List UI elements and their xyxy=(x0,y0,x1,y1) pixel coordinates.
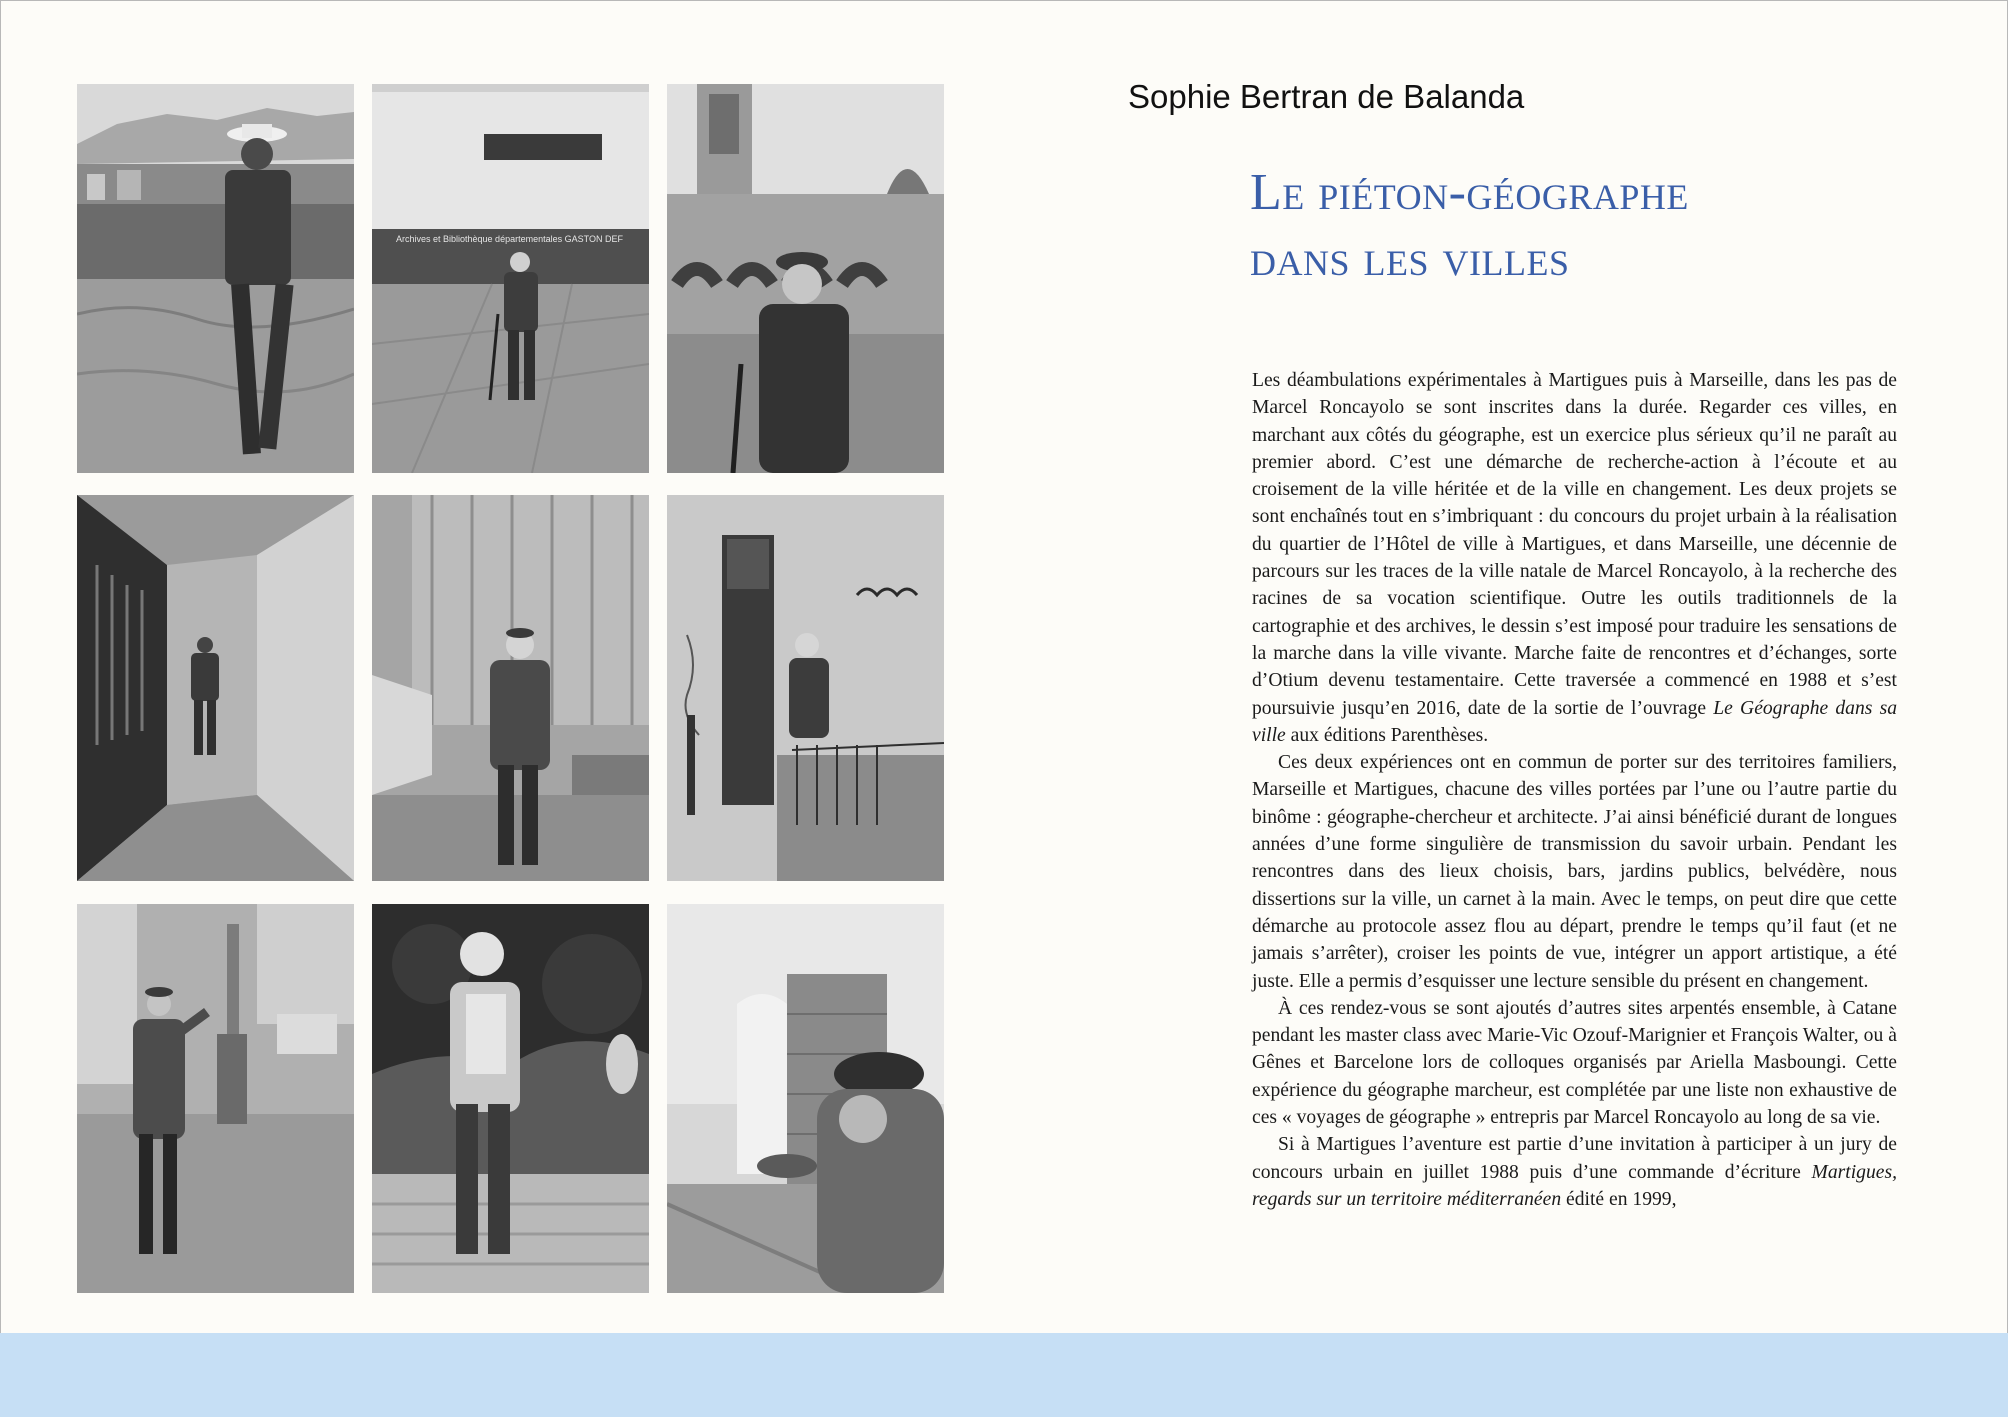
chapter-title-line-1: Le piéton-géographe xyxy=(1250,164,1689,221)
photo-archives-cane xyxy=(372,84,649,473)
chapter-title-line-2: dans les villes xyxy=(1250,230,1570,287)
photo-building-capped xyxy=(667,904,944,1293)
photo-graffiti-door xyxy=(667,495,944,881)
photo-alley xyxy=(77,495,354,881)
body-text xyxy=(1252,367,1897,1213)
paragraph: Les déambulations expérimentales à Martigues puis à Marseille, dans les pas de Marcel Roncayolo se sont inscrites dans la durée. Regarder ces villes, en marchant aux côtés du géographe, est un exercice plus sérieux qu’il ne paraît au premier abord. C’est une démarche de recherche-action à l’écoute et au croisement de la ville héritée et de la ville en changement. Les deux projets se sont enchaînés tout en s’imbriquant : du concours du projet urbain à la réalisation du quartier de l’Hôtel de ville à Martigues, et dans Marseille, une décennie de parcours sur les traces de la ville natale de Marcel Roncayolo, à la recherche des racines de sa vocation scientifique. Outre les outils traditionnels de la cartographie et des archives, le dessin s’est imposé pour traduire les sensations de la marche dans la ville vivante. Marche faite de rencontres et d’échanges, sorte d’Otium devenu testamentaire. Cette traversée a commencé en 1988 et s’est poursuivie jusqu’en 2016, date de la sortie de l’ouvrage Le Géographe dans sa ville aux éditions Parenthèses. xyxy=(1252,370,1897,746)
photo-pointing-street xyxy=(77,904,354,1293)
book-title-italic: Martigues, regards sur un territoire méditerranéen xyxy=(1252,1161,1897,1210)
chapter-title xyxy=(1250,160,1950,292)
archives-sign-text: Archives et Bibliothèque départementales GASTON DEF xyxy=(396,234,623,244)
photo-steps-corrugated xyxy=(372,495,649,881)
paragraph: Ces deux expériences ont en commun de porter sur des territoires familiers, Marseille et Martigues, chacune des villes portées par l’une ou l’autre partie du binôme : géographe-chercheur et architecte. J’ai ainsi bénéficié durant de longues années d’une forme singulière de transmission du savoir urbain. Pendant les rencontres dans des lieux choisis, bars, jardins publics, belvédère, nous dissertions sur la ville, un carnet à la main. Avec le temps, on peut dire que cette démarche au protocole assez flou au départ, prendre le temps qu’il faut (et ne jamais s’arrêter), croiser les points de vue, intégrer un apport artistique, a été juste. Elle a permis d’esquisser une lecture sensible du présent en changement. xyxy=(1252,752,1897,992)
photo-hat-wall xyxy=(77,84,354,473)
photo-cathedral-cane xyxy=(667,84,944,473)
book-title-italic: Le Géographe dans sa ville xyxy=(1252,697,1897,746)
author-name: Sophie Bertran de Balanda xyxy=(1128,78,1525,115)
bottom-band xyxy=(0,1333,2008,1417)
paragraph: Si à Martigues l’aventure est partie d’une invitation à participer à un jury de concours urbain en juillet 1988 puis d’une commande d’écriture Martigues, regards sur un territoire méditerranéen édité en 1999, xyxy=(1252,1134,1897,1210)
paragraph: À ces rendez-vous se sont ajoutés d’autres sites arpentés ensemble, à Catane pendant les master class avec Marie-Vic Ozouf-Marignier et François Walter, ou à Gênes et Barcelone lors de colloques organisés par Ariella Masboungi. Cette expérience du géographe marcheur, est complétée par une liste non exhaustive de ces « voyages de géographe » entrepris par Marcel Roncayolo au long de sa vie. xyxy=(1252,997,1897,1129)
photo-stairs-smiling xyxy=(372,904,649,1293)
